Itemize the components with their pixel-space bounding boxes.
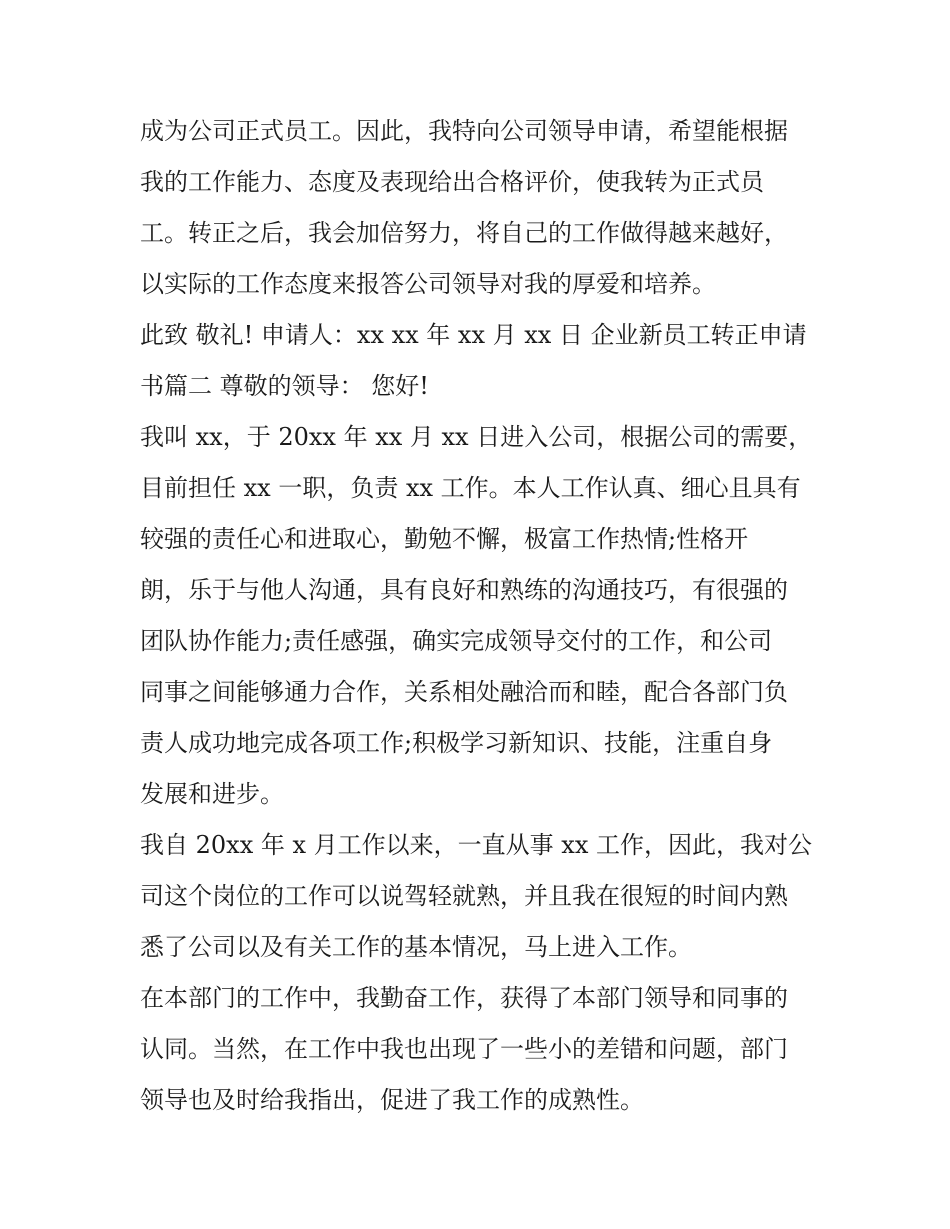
- text-line: 认同。当然，在工作中我也出现了一些小的差错和问题，部门: [140, 1035, 788, 1063]
- text-line: 团队协作能力;责任感强，确实完成领导交付的工作，和公司: [140, 627, 773, 655]
- text-line: 书篇二 尊敬的领导： 您好!: [140, 372, 429, 400]
- text-line: 我自 20xx 年 x 月工作以来，一直从事 xx 工作，因此，我对公: [140, 831, 812, 859]
- text-line: 悉了公司以及有关工作的基本情况，马上进入工作。: [140, 933, 692, 961]
- text-line: 以实际的工作态度来报答公司领导对我的厚爱和培养。: [140, 270, 716, 298]
- text-line: 我叫 xx，于 20xx 年 xx 月 xx 日进入公司，根据公司的需要，: [140, 423, 813, 451]
- text-line: 成为公司正式员工。因此，我特向公司领导申请，希望能根据: [140, 117, 788, 145]
- text-line: 工。转正之后，我会加倍努力，将自己的工作做得越来越好，: [140, 219, 788, 247]
- text-line: 我的工作能力、态度及表现给出合格评价，使我转为正式员: [140, 168, 764, 196]
- text-line: 同事之间能够通力合作，关系相处融洽而和睦，配合各部门负: [140, 678, 788, 706]
- text-line: 发展和进步。: [140, 780, 284, 808]
- text-line: 目前担任 xx 一职，负责 xx 工作。本人工作认真、细心且具有: [140, 474, 801, 502]
- text-line: 较强的责任心和进取心，勤勉不懈，极富工作热情;性格开: [140, 525, 749, 553]
- text-line: 在本部门的工作中，我勤奋工作，获得了本部门领导和同事的: [140, 984, 788, 1012]
- text-line: 此致 敬礼! 申请人：xx xx 年 xx 月 xx 日 企业新员工转正申请: [140, 321, 807, 349]
- text-line: 责人成功地完成各项工作;积极学习新知识、技能，注重自身: [140, 729, 773, 757]
- text-line: 朗，乐于与他人沟通，具有良好和熟练的沟通技巧，有很强的: [140, 576, 788, 604]
- text-line: 领导也及时给我指出，促进了我工作的成熟性。: [140, 1086, 644, 1114]
- body-text: [140, 106, 820, 1126]
- text-line: 司这个岗位的工作可以说驾轻就熟，并且我在很短的时间内熟: [140, 882, 788, 910]
